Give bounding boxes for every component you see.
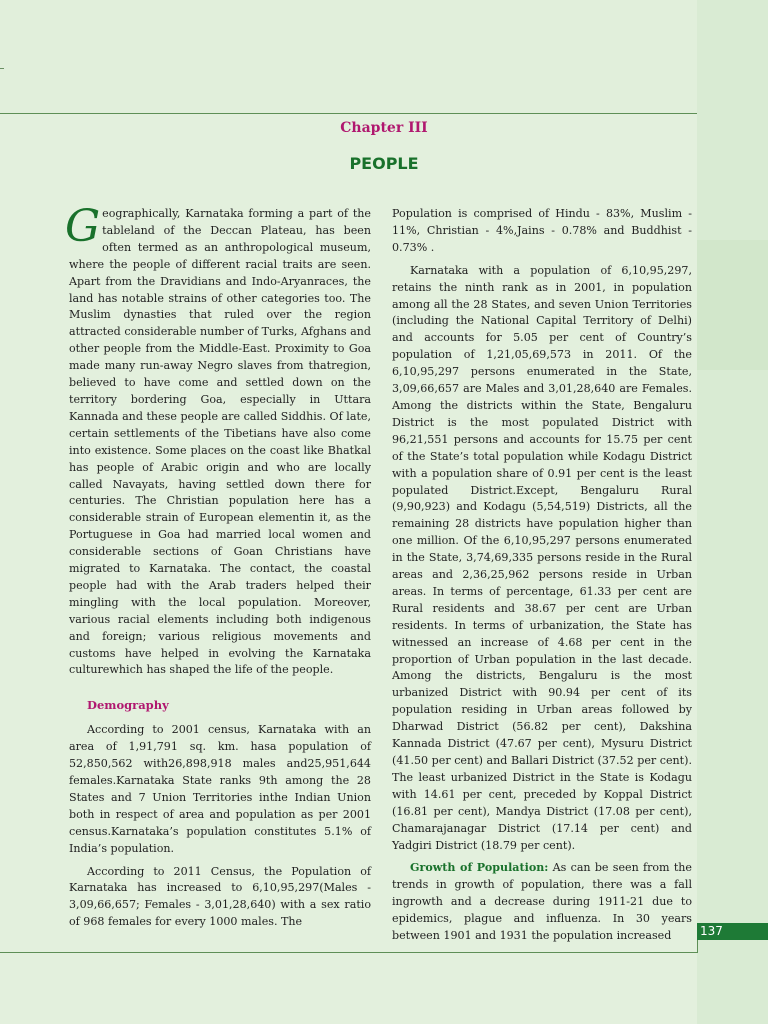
- frame-corner-line: [697, 940, 698, 953]
- growth-heading: Growth of Population:: [410, 861, 549, 875]
- census-2001-paragraph: According to 2001 census, Karnataka with an area of 1,91,791 sq. km. hasa population of 52,850,562 with26,898,918 males and25,951,644 females.Karnataka State ranks 9th among the 28 States and 7 Union Territories inthe Indian Union both in respect of area and population as per 2001 census.Karnataka’s population constitutes 5.1% of India’s population.: [69, 723, 371, 855]
- growth-text: As can be seen from the trends in growth of population, there was a fall ingrowth and a decrease during 1911-21 due to epidemics, plague and influenza. In 30 years between 1901 and 1931 the population increased: [392, 861, 692, 943]
- section-heading-demography: Demography: [87, 698, 169, 713]
- page-number: 137: [697, 923, 768, 940]
- drop-cap: G: [65, 201, 101, 252]
- religion-paragraph: Population is comprised of Hindu - 83%, Muslim - 11%, Christian - 4%,Jains - 0.78% and Buddhist - 0.73% .: [392, 207, 692, 254]
- rank-paragraph: Karnataka with a population of 6,10,95,297, retains the ninth rank as in 2001, in population among all the 28 States, and seven Union Territories (including the National Capital Territory of Delhi) and accounts for 5.05 per cent of Country’s population of 1,21,05,69,573 in 2011. Of the 6,10,95,297 persons enumerated in the State, 3,09,66,657 are Males and 3,01,28,640 are Females. Among the districts within the State, Bengaluru District is the most populated District with 96,21,551 persons and accounts for 15.75 per cent of the State’s total population while Kodagu District with a population share of 0.91 per cent is the least populated District.Except, Bengaluru Rural (9,90,923) and Kodagu (5,54,519) Districts, all the remaining 28 districts have population higher than one million. Of the 6,10,95,297 persons enumerated in the State, 3,74,69,335 persons reside in the Rural areas and 2,36,25,962 persons reside in Urban areas. In terms of percentage, 61.33 per cent are Rural residents and 38.67 per cent are Urban residents. In terms of urbanization, the State has witnessed an increase of 4.68 per cent in the proportion of Urban population in the last decade. Among the districts, Bengaluru is the most urbanized District with 90.94 per cent of its population residing in Urban areas followed by Dharwad District (56.82 per cent), Dakshina Kannada District (47.67 per cent), Mysuru District (41.50 per cent) and Ballari District (37.52 per cent). The least urbanized District in the State is Kodagu with 14.61 per cent, preceded by Koppal District (16.81 per cent), Mandya District (17.08 per cent), Chamarajanagar District (17.14 per cent) and Yadgiri District (18.79 per cent).: [392, 263, 692, 852]
- growth-paragraph: [392, 860, 692, 945]
- right-column: [392, 206, 692, 945]
- left-column: [65, 201, 371, 931]
- chapter-label: Chapter III: [340, 120, 428, 136]
- census-2011-paragraph: According to 2011 Census, the Population of Karnataka has increased to 6,10,95,297(Males - 3,09,66,657; Females - 3,01,28,640) with a sex ratio of 968 females for every 1000 males. The: [69, 864, 371, 929]
- side-tab: [697, 240, 768, 370]
- intro-paragraph: [65, 201, 371, 679]
- intro-text: eographically, Karnataka forming a part of the tableland of the Deccan Plateau, has been often termed as an anthropological museum, where the people of different racial traits are seen. Apart from the Dravidians and Indo-Aryanraces, the land has notable strains of other categories too. The Muslim dynasties that ruled over the region attracted considerable number of Turks, Afghans and other people from the Middle-East. Proximity to Goa made many run-away Negro slaves from thatregion, believed to have come and settled down on the territory bordering Goa, especially in Uttara Kannada and these people are called Siddhis. Of late, certain settlements of the Tibetians have also come into existence. Some places on the coast like Bhatkal has people of Arabic origin and who are locally called Navayats, having settled down there for centuries. The Christian population here has a considerable strain of European elementin it, as the Portuguese in Goa had married local women and considerable sections of Goan Christians have migrated to Karnataka. The contact, the coastal people had with the Arab traders helped their mingling with the local population. Moreover, various racial elements including both indigenous and foreign; various religious movements and customs have helped in evolving the Karnataka culturewhich has shaped the life of the people.: [69, 207, 371, 677]
- chapter-title: PEOPLE: [349, 154, 419, 173]
- top-band: [0, 0, 768, 113]
- crop-mark: [0, 68, 4, 69]
